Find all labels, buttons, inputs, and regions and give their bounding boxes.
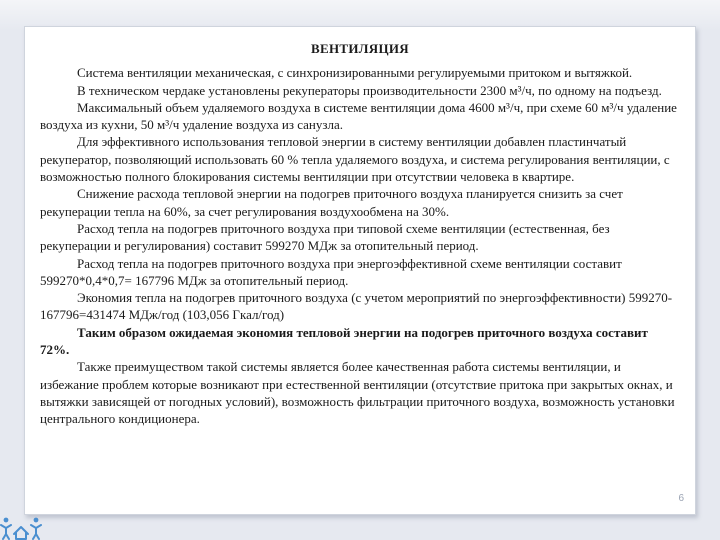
document-body bbox=[40, 40, 680, 428]
paragraph-efficient-heat-use: Расход тепла на подогрев приточного воздуха при энергоэффективной схеме вентиляции составит 599270*0,4*0,7= 167796 МДж за отопительный период. bbox=[40, 255, 622, 288]
paragraph-reduction-plan: Снижение расхода тепловой энергии на подогрев приточного воздуха планируется снизить за счет рекуперации тепла на 60%, за счет регулирования воздухообмена на 30%. bbox=[40, 186, 623, 219]
paragraph-savings: Экономия тепла на подогрев приточного воздуха (с учетом мероприятий по энергоэффективности) 599270-167796=431474 МДж/год (103,056 Гкал/год) bbox=[40, 290, 673, 323]
paragraph-advantages: Также преимуществом такой системы является более качественная работа системы вентиляции, и избежание проблем которые возникают при естественной вентиляции (отсутствие притока при закрытых окнах, и вытяжки зависящей от погодных условий), возможность фильтрации приточного воздуха, возможность установки центрального кондиционера. bbox=[40, 359, 675, 427]
people-house-icon bbox=[0, 512, 44, 540]
paragraph-recuperators: В техническом чердаке установлены рекуператоры производительности 2300 м³/ч, по одному на подъезд. bbox=[77, 82, 662, 98]
paragraph-conclusion: Таким образом ожидаемая экономия тепловой энергии на подогрев приточного воздуха составит 72%. bbox=[40, 324, 648, 358]
paragraph-typical-heat-use: Расход тепла на подогрев приточного воздуха при типовой схеме вентиляции (естественная, без рекуперации и регулирования) составит 599270 МДж за отопительный период. bbox=[40, 220, 610, 254]
paragraph-system-type: Система вентиляции механическая, с синхронизированными регулируемыми притоком и вытяжкой. bbox=[77, 65, 633, 81]
paragraph-heat-efficiency: Для эффективного использования тепловой энергии в систему вентиляции добавлен пластинчатый рекуператор, позволяющий использовать 60 % тепла удаляемого воздуха, и система регулирования вентиляции, с возможностью полного блокирования системы вентиляции при отсутствии человека в квартире. bbox=[40, 134, 670, 185]
page-number: 6 bbox=[678, 493, 684, 504]
paragraph-max-air-volume: Максимальный объем удаляемого воздуха в системе вентиляции дома 4600 м³/ч, при схеме 60 м³/ч удаление воздуха из кухни, 50 м³/ч удаление воздуха из санузла. bbox=[40, 99, 677, 133]
document-title: ВЕНТИЛЯЦИЯ bbox=[311, 41, 409, 56]
